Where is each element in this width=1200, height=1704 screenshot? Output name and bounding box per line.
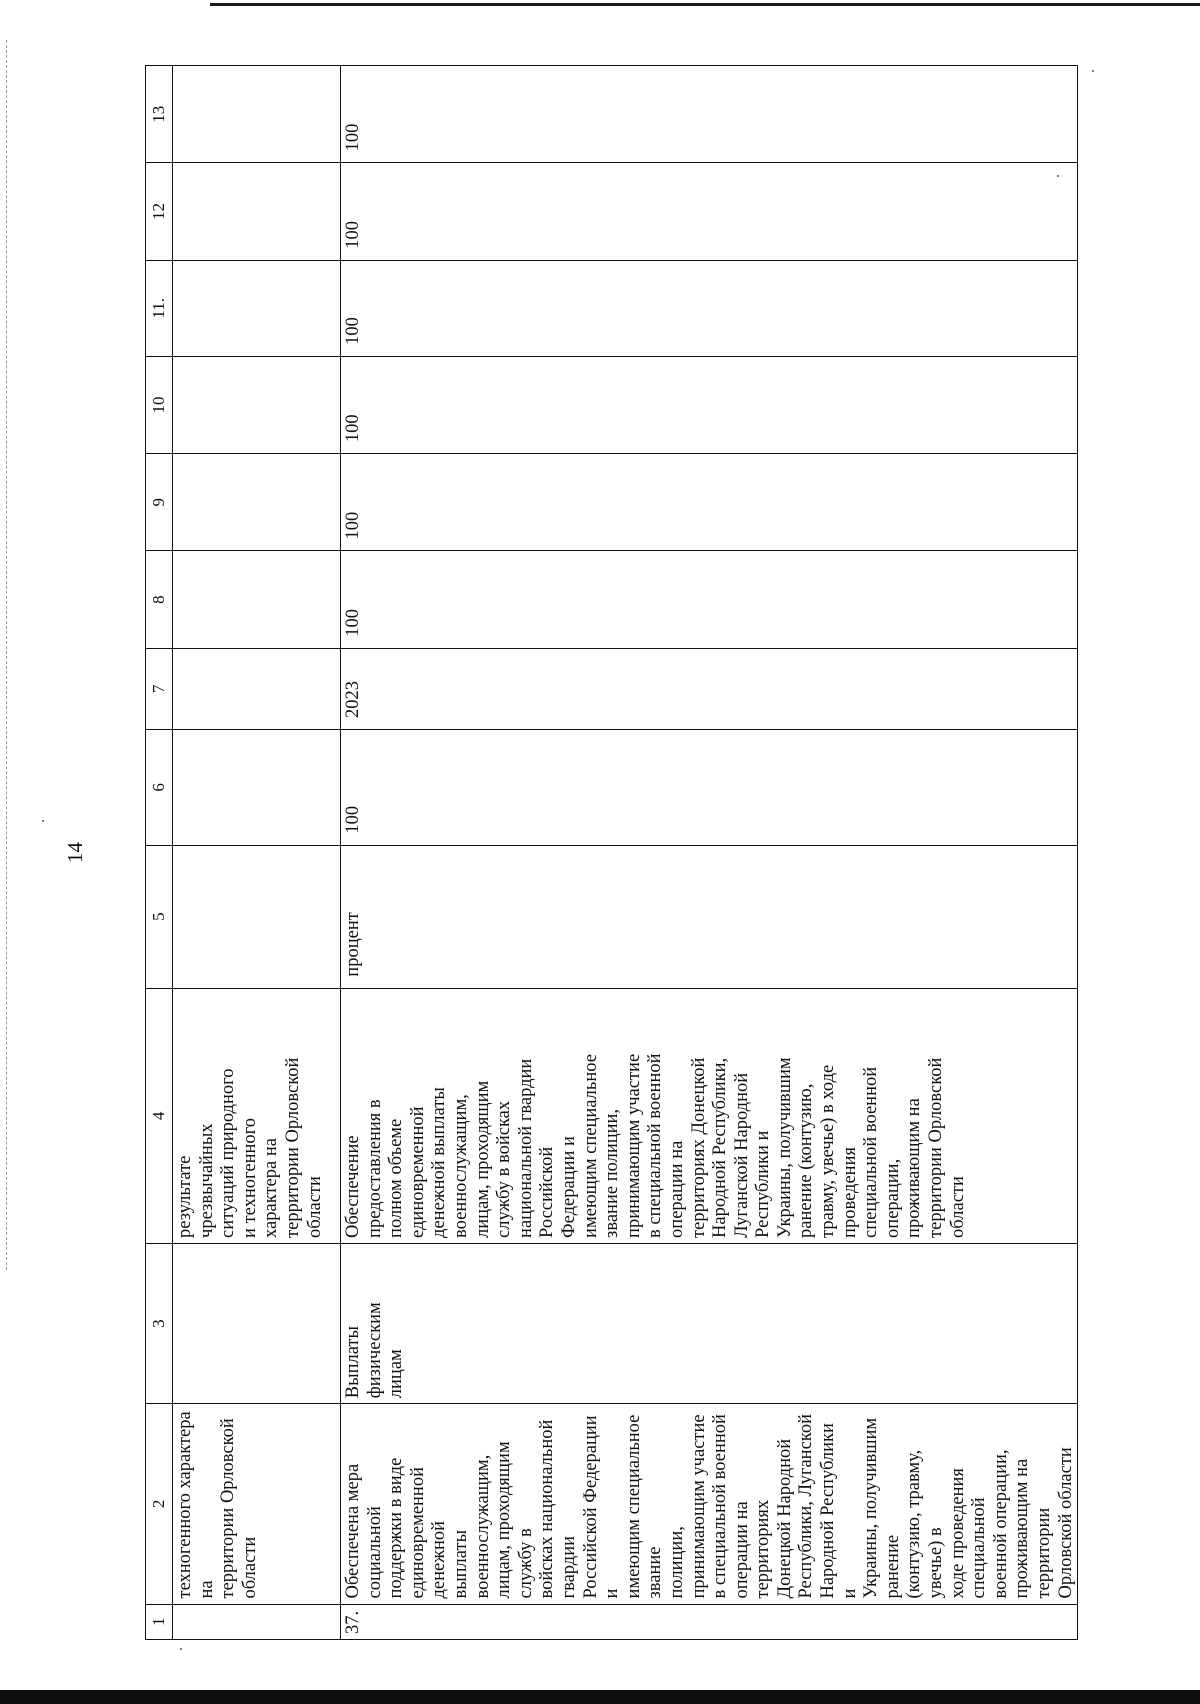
cell-value: [341, 356, 1078, 453]
cell-value: [341, 454, 1078, 551]
column-number: 10: [146, 356, 173, 453]
value-text: 100: [343, 414, 363, 443]
cell-base-year: [341, 648, 1078, 729]
value-text: 100: [343, 608, 363, 637]
column-number: 6: [146, 730, 173, 846]
base-value-text: 100: [343, 805, 363, 834]
unit-text: процент: [343, 912, 363, 977]
value-text: 100: [343, 317, 363, 345]
indicator-table: [145, 65, 1078, 1640]
scan-edge-top: [210, 3, 1200, 6]
scan-edge-bottom: [0, 1690, 1200, 1704]
cell-value: [173, 551, 341, 648]
cell-value: [341, 551, 1078, 648]
table-row-continuation: [173, 66, 341, 1640]
cell-value: [173, 260, 341, 356]
column-number: 1: [146, 1604, 173, 1639]
cell-value: [341, 66, 1078, 163]
page-number: 14: [63, 842, 87, 863]
cell-name: Обеспечена мера социальной поддержки в виде единовременной денежной выплаты военнослужащим, лицам, проходящим службу в войсках национальной гвардии Российской Федерации и имеющим специальное звание полиции, принимающим участие в специальной военной операции на территориях Донецкой Народной Республики, Луганской Народной Республики и Украины, получившим ранение (контузию, травму, увечье) в ходе проведения специальной военной операции, проживающим на территории Орловской области: [341, 1404, 1078, 1604]
column-number: 11.: [146, 260, 173, 356]
column-number: 7: [146, 648, 173, 729]
scan-speck: [180, 1648, 182, 1650]
value-text: 100: [343, 220, 363, 249]
cell-number: 37.: [341, 1604, 1078, 1639]
cell-value: [173, 356, 341, 453]
cell-base-value: [173, 730, 341, 846]
value-text: 100: [343, 123, 363, 152]
cell-type: [173, 1243, 341, 1403]
column-numbers-row: [146, 66, 173, 1640]
cell-description: Обеспечение предоставления в полном объеме единовременной денежной выплаты военнослужащим, лицам, проходящим службу в войсках национальной гвардии Российской Федерации и имеющим специальное звание полиции, принимающим участие в специальной военной операции на территориях Донецкой Народной Республики, Луганской Народной Республики и Украины, получившим ранение (контузию, травму, увечье) в ходе проведения специальной военной операции, проживающим на территории Орловской области: [341, 988, 1078, 1243]
cell-unit: [341, 845, 1078, 988]
cell-value: [173, 454, 341, 551]
cell-number: [173, 1604, 341, 1639]
cell-type: Выплаты физическим лицам: [341, 1243, 1078, 1403]
cell-base-year: [173, 648, 341, 729]
cell-value: [173, 163, 341, 260]
cell-name: техногенного характера на территории Орловской области: [173, 1404, 341, 1604]
column-number: 2: [146, 1404, 173, 1604]
cell-value: [341, 163, 1078, 260]
column-number: 3: [146, 1243, 173, 1403]
column-number: 9: [146, 454, 173, 551]
cell-base-value: [341, 730, 1078, 846]
base-year-text: 2023: [343, 681, 363, 718]
column-number: 8: [146, 551, 173, 648]
scan-edge-left: [6, 40, 8, 1270]
cell-description: результате чрезвычайных ситуаций природного и техногенного характера на территории Орловской области: [173, 988, 341, 1243]
cell-value: [341, 260, 1078, 356]
scan-speck: [42, 820, 44, 822]
table-row-37: [341, 66, 1078, 1640]
column-number: 12: [146, 163, 173, 260]
cell-unit: [173, 845, 341, 988]
column-number: 13: [146, 66, 173, 163]
column-number: 4: [146, 988, 173, 1243]
column-number: 5: [146, 845, 173, 988]
cell-value: [173, 66, 341, 163]
value-text: 100: [343, 511, 363, 540]
scan-speck: [1092, 70, 1094, 72]
rotated-page: [63, 65, 1090, 1640]
